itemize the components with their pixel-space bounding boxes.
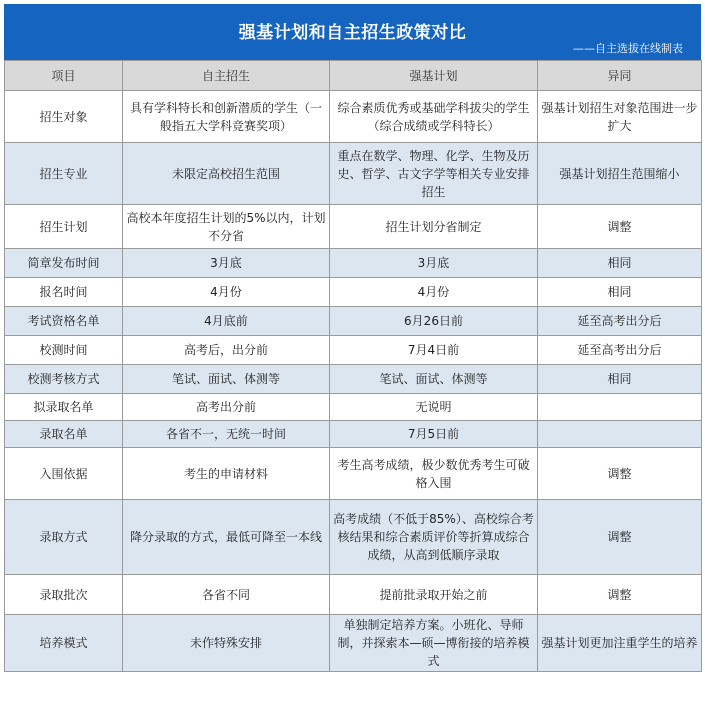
header-row [5,61,702,91]
difference-cell: 调整 [538,448,702,500]
comparison-table [4,60,702,672]
table-row [5,394,702,421]
independent-admission-cell: 4月份 [123,278,330,307]
column-header-independent-admission: 自主招生 [123,61,330,91]
table-row [5,615,702,672]
difference-cell: 相同 [538,249,702,278]
table-header [5,61,702,91]
table-row [5,278,702,307]
table-row [5,365,702,394]
table-body [5,91,702,672]
difference-cell: 调整 [538,500,702,575]
row-item-cell: 考试资格名单 [5,307,123,336]
row-item-cell: 培养模式 [5,615,123,672]
independent-admission-cell: 高考出分前 [123,394,330,421]
strong-base-plan-cell: 6月26日前 [330,307,538,336]
row-item-cell: 录取批次 [5,575,123,615]
column-header-item: 项目 [5,61,123,91]
difference-cell: 强基计划招生对象范围进一步扩大 [538,91,702,143]
table-row [5,205,702,249]
table-row [5,448,702,500]
difference-cell: 调整 [538,575,702,615]
strong-base-plan-cell: 3月底 [330,249,538,278]
independent-admission-cell: 未限定高校招生范围 [123,143,330,205]
table-row [5,500,702,575]
independent-admission-cell: 4月底前 [123,307,330,336]
strong-base-plan-cell: 招生计划分省制定 [330,205,538,249]
independent-admission-cell: 高校本年度招生计划的5%以内，计划不分省 [123,205,330,249]
difference-cell: 强基计划招生范围缩小 [538,143,702,205]
row-item-cell: 报名时间 [5,278,123,307]
row-item-cell: 简章发布时间 [5,249,123,278]
independent-admission-cell: 高考后，出分前 [123,336,330,365]
row-item-cell: 校测时间 [5,336,123,365]
strong-base-plan-cell: 无说明 [330,394,538,421]
independent-admission-cell: 具有学科特长和创新潜质的学生（一般指五大学科竞赛奖项） [123,91,330,143]
strong-base-plan-cell: 高考成绩（不低于85%）、高校综合考核结果和综合素质评价等折算成综合成绩，从高到低顺序录取 [330,500,538,575]
strong-base-plan-cell: 提前批录取开始之前 [330,575,538,615]
table-row [5,336,702,365]
independent-admission-cell: 笔试、面试、体测等 [123,365,330,394]
table-row [5,143,702,205]
strong-base-plan-cell: 笔试、面试、体测等 [330,365,538,394]
strong-base-plan-cell: 7月4日前 [330,336,538,365]
strong-base-plan-cell: 考生高考成绩，极少数优秀考生可破格入围 [330,448,538,500]
difference-cell: 延至高考出分后 [538,336,702,365]
strong-base-plan-cell: 7月5日前 [330,421,538,448]
row-item-cell: 拟录取名单 [5,394,123,421]
row-item-cell: 录取方式 [5,500,123,575]
independent-admission-cell: 各省不同 [123,575,330,615]
row-item-cell: 入围依据 [5,448,123,500]
independent-admission-cell: 考生的申请材料 [123,448,330,500]
title-bar [4,4,701,60]
row-item-cell: 录取名单 [5,421,123,448]
row-item-cell: 招生计划 [5,205,123,249]
difference-cell [538,421,702,448]
strong-base-plan-cell: 4月份 [330,278,538,307]
row-item-cell: 招生专业 [5,143,123,205]
row-item-cell: 招生对象 [5,91,123,143]
table-row [5,249,702,278]
source-credit: ——自主选拔在线制表 [573,42,683,55]
difference-cell [538,394,702,421]
independent-admission-cell: 各省不一，无统一时间 [123,421,330,448]
difference-cell: 相同 [538,365,702,394]
column-header-difference: 异同 [538,61,702,91]
independent-admission-cell: 未作特殊安排 [123,615,330,672]
row-item-cell: 校测考核方式 [5,365,123,394]
independent-admission-cell: 3月底 [123,249,330,278]
difference-cell: 强基计划更加注重学生的培养 [538,615,702,672]
column-header-strong-base-plan: 强基计划 [330,61,538,91]
page-title: 强基计划和自主招生政策对比 [238,23,467,43]
strong-base-plan-cell: 综合素质优秀或基础学科拔尖的学生（综合成绩或学科特长） [330,91,538,143]
independent-admission-cell: 降分录取的方式，最低可降至一本线 [123,500,330,575]
table-row [5,421,702,448]
table-row [5,91,702,143]
table-row [5,307,702,336]
difference-cell: 延至高考出分后 [538,307,702,336]
strong-base-plan-cell: 重点在数学、物理、化学、生物及历史、哲学、古文字学等相关专业安排招生 [330,143,538,205]
table-row [5,575,702,615]
strong-base-plan-cell: 单独制定培养方案。小班化、导师制，并探索本—硕—博衔接的培养模式 [330,615,538,672]
difference-cell: 相同 [538,278,702,307]
difference-cell: 调整 [538,205,702,249]
